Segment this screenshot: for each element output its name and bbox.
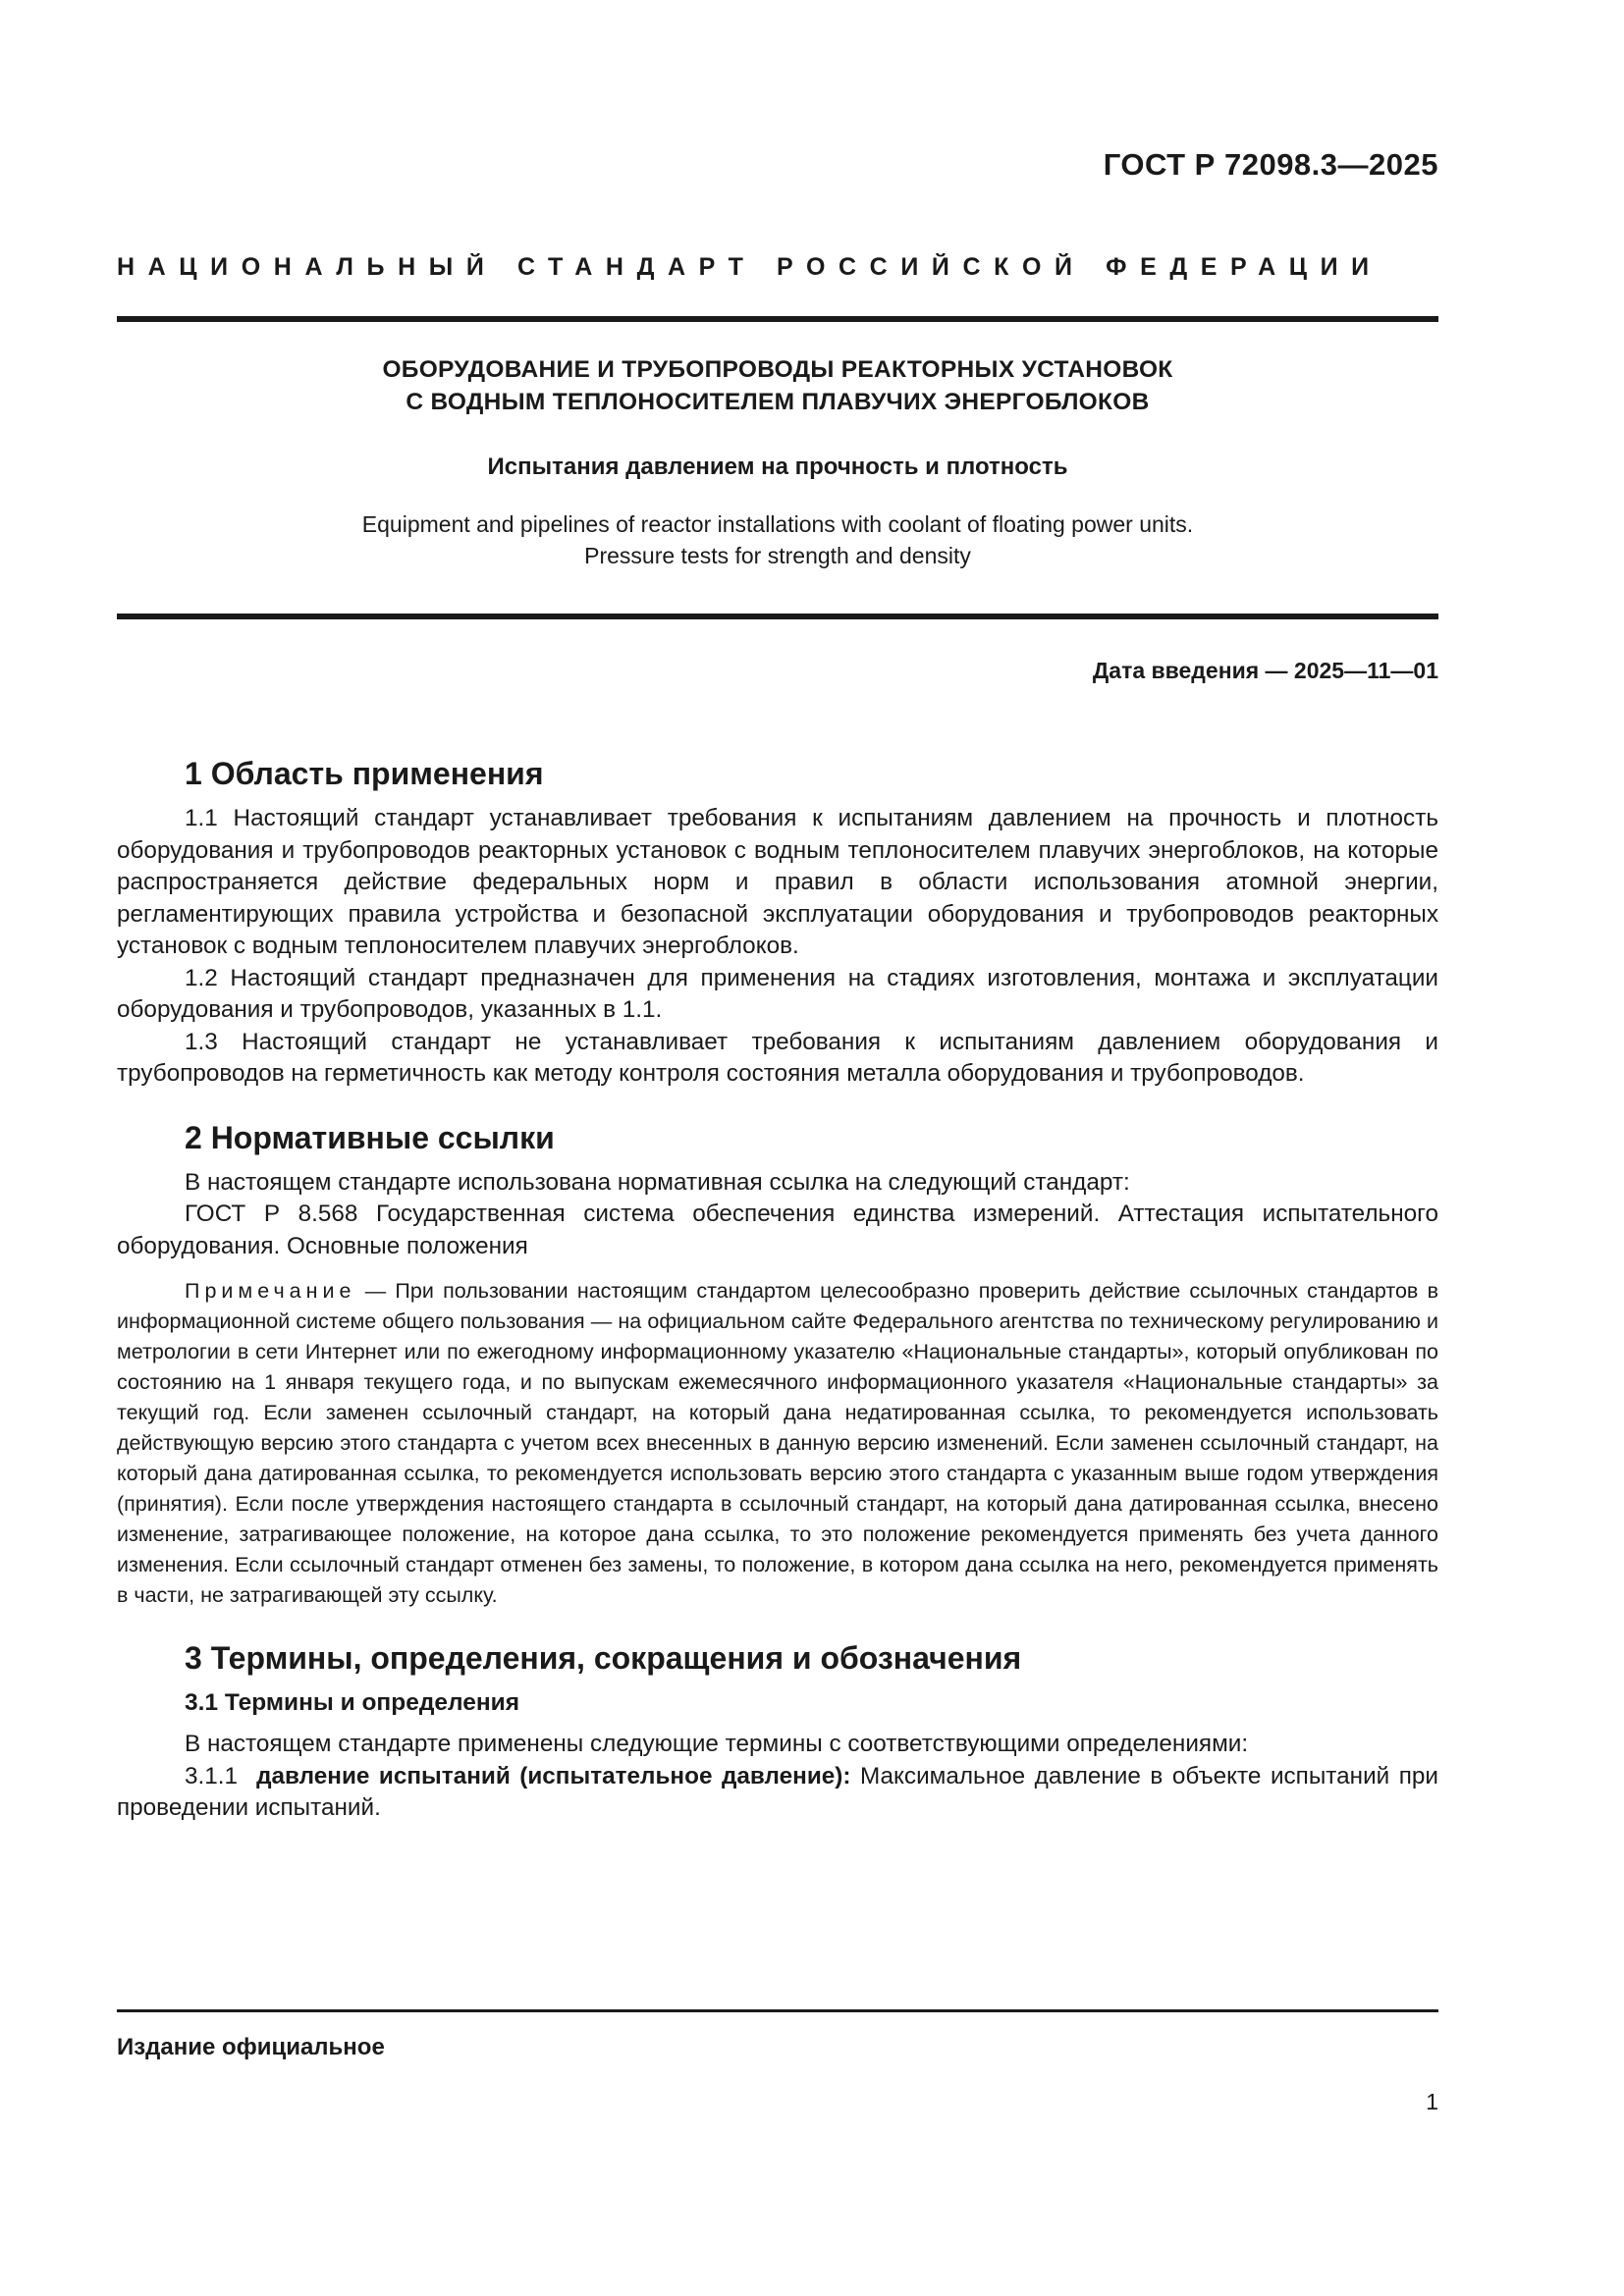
section-3 [117,1638,1438,1825]
main-title [117,353,1438,418]
english-title-line-1: Equipment and pipelines of reactor installations with coolant of floating power units. [361,511,1194,537]
section-2 [117,1118,1438,1612]
note-label: Примечание [185,1279,356,1303]
document-body [117,754,1438,1852]
subsection-3-1-heading: 3.1 Термины и определения [185,1689,520,1716]
title-divider [117,614,1438,619]
english-title [117,508,1438,571]
section-1-heading: 1 Область применения [185,756,544,791]
standard-designation: ГОСТ Р 72098.3—2025 [1103,147,1438,182]
national-standard-banner: НАЦИОНАЛЬНЫЙ СТАНДАРТ РОССИЙСКОЙ ФЕДЕРАЦИИ [117,253,1382,281]
paragraph-2-reference: ГОСТ Р 8.568 Государственная система обеспечения единства измерений. Аттестация испытательного оборудования. Основные положения [117,1201,1438,1259]
subtitle: Испытания давлением на прочность и плотность [487,454,1068,480]
main-title-line-2: С ВОДНЫМ ТЕПЛОНОСИТЕЛЕМ ПЛАВУЧИХ ЭНЕРГОБЛОКОВ [406,389,1150,415]
page-number: 1 [1426,2089,1438,2114]
english-title-line-2: Pressure tests for strength and density [584,543,971,568]
section-2-heading: 2 Нормативные ссылки [185,1119,555,1155]
term-3-1-1 [117,1761,1438,1825]
official-edition-label: Издание официальное [117,2034,385,2060]
paragraph-3-intro: В настоящем стандарте применены следующие термины с соответствующими определениями: [185,1731,1249,1757]
title-block [117,353,1438,571]
term-definition: Максимальное давление в объекте испытаний при проведении испытаний. [117,1762,1438,1821]
paragraph-2-intro: В настоящем стандарте использована нормативная ссылка на следующий стандарт: [185,1168,1130,1196]
reference-note [117,1276,1438,1611]
paragraph-1-2: 1.2 Настоящий стандарт предназначен для применения на стадиях изготовления, монтажа и эксплуатации оборудования и трубопроводов, указанных в 1.1. [117,964,1438,1023]
term-name: давление испытаний (испытательное давление): [256,1762,851,1789]
footer-divider [117,2009,1438,2012]
term-number: 3.1.1 [185,1762,239,1789]
main-title-line-1: ОБОРУДОВАНИЕ И ТРУБОПРОВОДЫ РЕАКТОРНЫХ УСТАНОВОК [382,356,1173,383]
section-1 [117,754,1438,1091]
introduction-date: Дата введения — 2025—11—01 [1092,658,1438,683]
paragraph-1-3: 1.3 Настоящий стандарт не устанавливает требования к испытаниям давлением оборудования и трубопроводов на герметичность как методу контроля состояния металла оборудования и трубопроводов. [117,1028,1438,1087]
section-3-heading: 3 Термины, определения, сокращения и обозначения [185,1640,1022,1676]
top-divider [117,316,1438,322]
note-text: — При пользовании настоящим стандартом целесообразно проверить действие ссылочных стандартов в информационной системе общего пользования — на официальном сайте Федерального агентства по техническому регулированию и метрологии в сети Интернет или по ежегодному информационному указателю «Национальные стандарты», который опубликован по состоянию на 1 января текущего года, и по выпускам ежемесячного информационного указателя «Национальные стандарты» за текущий год. Если заменен ссылочный стандарт, на который дана недатированная ссылка, то рекомендуется использовать действующую версию этого стандарта с учетом всех внесенных в данную версию изменений. Если заменен ссылочный стандарт, на который дана датированная ссылка, то рекомендуется использовать версию этого стандарта с указанным выше годом утверждения (принятия). Если после утверждения настоящего стандарта в ссылочный стандарт, на который дана датированная ссылка, внесено изменение, затрагивающее положение, на которое дана ссылка, то это положение рекомендуется применять без учета данного изменения. Если ссылочный стандарт отменен без замены, то положение, в котором дана ссылка на него, рекомендуется применять в части, не затрагивающей эту ссылку. [117,1279,1438,1607]
paragraph-1-1: 1.1 Настоящий стандарт устанавливает требования к испытаниям давлением на прочность и плотность оборудования и трубопроводов реакторных установок с водным теплоносителем плавучих энергоблоков, на которые распространяется действие федеральных норм и правил в области использования атомной энергии, регламентирующих правила устройства и безопасной эксплуатации оборудования и трубопроводов реакторных установок с водным теплоносителем плавучих энергоблоков. [117,805,1438,959]
